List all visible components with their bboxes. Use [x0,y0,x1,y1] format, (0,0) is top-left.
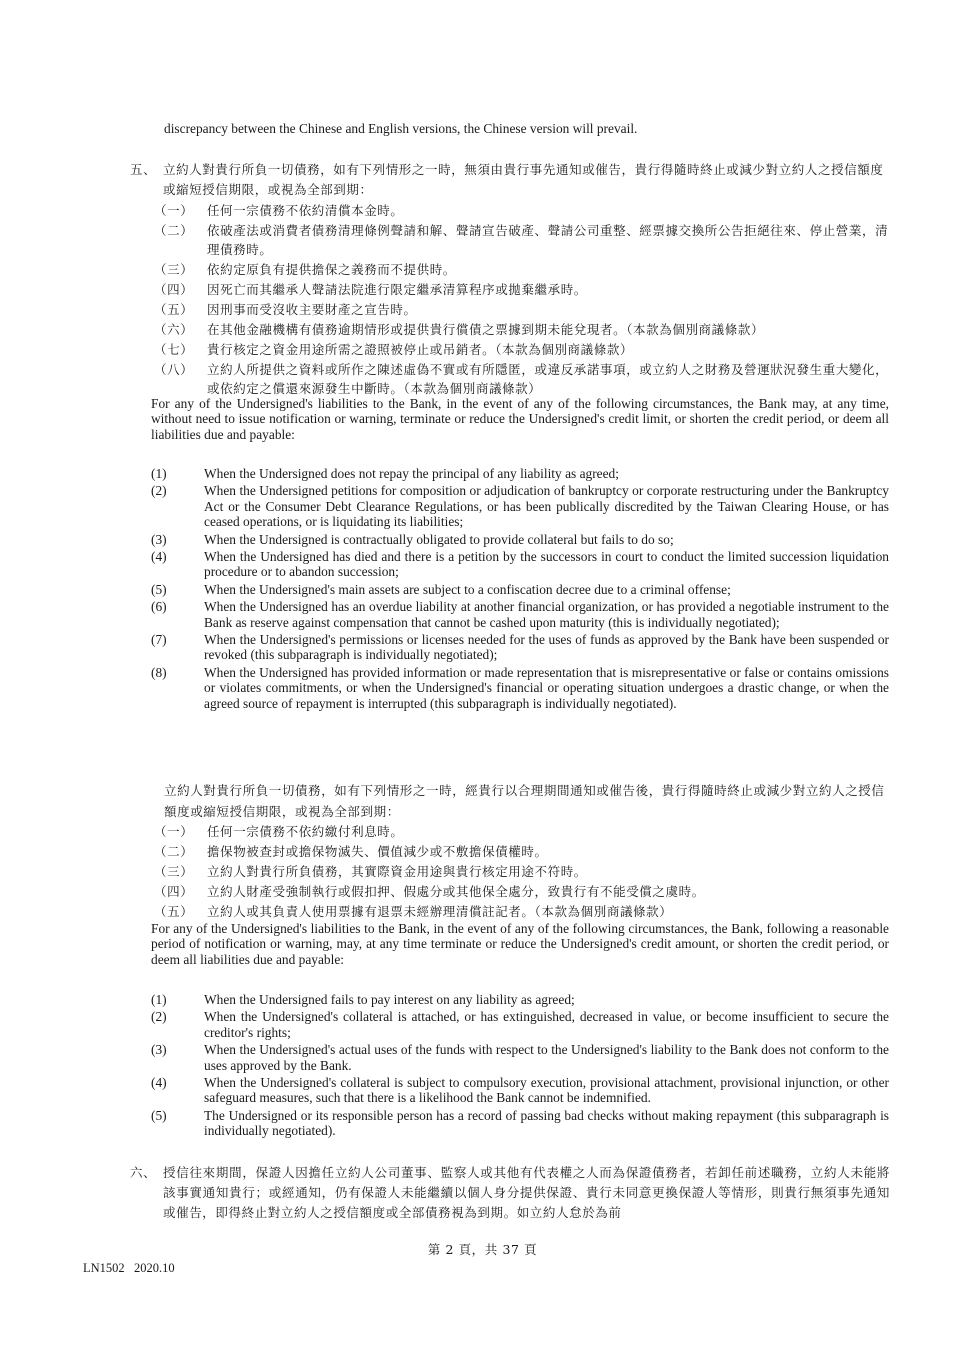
section-6-number: 六、 [130,1165,157,1180]
section-6 [130,1163,890,1223]
list-item: (7) When the Undersigned's permissions or licenses needed for the uses of funds as approved by the Bank have been suspended or revoked (this subparagraph is individually negotiated); [151,632,889,663]
section-5-list1-cn [154,201,894,399]
list-item: （二） 擔保物被查封或擔保物滅失、價值減少或不敷擔保債權時。 [154,844,548,859]
section-5-list1-en [151,466,889,713]
list-item: (5) The Undersigned or its responsible person has a record of passing bad checks without making repayment (this subparagraph is individually negotiated). [151,1107,889,1139]
list-item: (1) When the Undersigned fails to pay interest on any liability as agreed; [151,992,575,1007]
list-item: (5) When the Undersigned's main assets are subject to a confiscation decree due to a criminal offense; [151,581,731,597]
section-5-intro-text: 立約人對貴行所負一切債務，如有下列情形之一時，無須由貴行事先通知或催告，貴行得隨時終止或減少對立約人之授信額度或縮短授信期限，或視為全部到期： [163,162,884,197]
list-item: （二） 依破產法或消費者債務清理條例聲請和解、聲請宣告破產、聲請公司重整、經票據交換所公告拒絕往來、停止營業，清理債務時。 [154,223,889,257]
section-5-intro2-en: For any of the Undersigned's liabilities to the Bank, in the event of any of the following circumstances, the Bank, following a reasonable period of notification or warning, may, at any time terminate or reduce the Undersigned's credit amount, or shorten the credit period, or deem all liabilities due and payable: [151,921,889,967]
section-6-text: 授信往來期間，保證人因擔任立約人公司董事、監察人或其他有代表權之人而為保證債務者，若卸任前述職務，立約人未能將該事實通知貴行；或經通知，仍有保證人未能繼續以個人身分提供保證、貴行未同意更換保證人等情形，則貴行無須事先通知或催告，即得終止對立約人之授信額度或全部債務視為到期。如立約人怠於為前 [163,1165,890,1220]
list-item: (4) When the Undersigned has died and there is a petition by the successors in court to conduct the limited succession liquidation procedure or to abandon succession; [151,549,889,580]
list-item: (8) When the Undersigned has provided information or made representation that is misrepresentative or false or contains omissions or violates commitments, or when the Undersigned's financial or operating situation undergoes a drastic change, or when the agreed source of repayment is interrupted (this subparagraph is individually negotiated). [151,664,889,711]
list-item: (4) When the Undersigned's collateral is subject to compulsory execution, provisional attachment, provisional injunction, or other safeguard measures, such that there is a likelihood the Bank cannot be indemnified. [151,1075,889,1106]
section-5-list2-cn [154,822,894,922]
section-5-number: 五、 [130,162,157,177]
list-item: （三） 立約人對貴行所負債務，其實際資金用途與貴行核定用途不符時。 [154,864,587,879]
list-item: （五） 因刑事而受沒收主要財產之宣告時。 [154,302,417,317]
list-item: (6) When the Undersigned has an overdue liability at another financial organization, or has provided a negotiable instrument to the Bank as reserve against compensation that cannot be cashed upon maturity (this is individually negotiated); [151,599,889,630]
list-item: （四） 因死亡而其繼承人聲請法院進行限定繼承清算程序或拋棄繼承時。 [154,282,587,297]
carryover-sentence: discrepancy between the Chinese and English versions, the Chinese version will prevail. [164,121,638,136]
section-5-intro-cn [130,160,890,200]
list-item: (3) When the Undersigned is contractually obligated to provide collateral but fails to do so; [151,531,674,547]
list-item: （四） 立約人財產受強制執行或假扣押、假處分或其他保全處分，致貴行有不能受償之虞時。 [154,884,705,899]
list-item: (2) When the Undersigned's collateral is attached, or has extinguished, decreased in value, or become insufficient to secure the creditor's rights; [151,1009,889,1040]
list-item: (2) When the Undersigned petitions for composition or adjudication of bankruptcy or corporate restructuring under the Bankruptcy Act or the Consumer Debt Clearance Regulations, or has been publically discredited by the Taiwan Clearing House, or has ceased operations, or is liquidating its liabilities; [151,483,889,530]
page-number: 第 2 頁，共 37 頁 [427,1242,538,1257]
list-item: （一） 任何一宗債務不依約繳付利息時。 [154,824,404,839]
list-item: (3) When the Undersigned's actual uses of the funds with respect to the Undersigned's liability to the Bank does not conform to the uses approved by the Bank. [151,1042,889,1073]
list-item: （五） 立約人或其負責人使用票據有退票未經辦理清償註記者。（本款為個別商議條款） [154,904,673,919]
list-item: （八） 立約人所提供之資料或所作之陳述虛偽不實或有所隱匿，或違反承諾事項，或立約人之財務及營運狀況發生重大變化，或依約定之償還來源發生中斷時。（本款為個別商議條款） [154,362,889,396]
section-5-intro2-cn: 立約人對貴行所負一切債務，如有下列情形之一時，經貴行以合理期間通知或催告後，貴行得隨時終止或減少對立約人之授信額度或縮短授信期限，或視為全部到期： [164,783,885,819]
list-item: （七） 貴行核定之資金用途所需之證照被停止或吊銷者。（本款為個別商議條款） [154,342,634,357]
list-item: (1) When the Undersigned does not repay the principal of any liability as agreed; [151,466,619,481]
list-item: （六） 在其他金融機構有債務逾期情形或提供貴行償債之票據到期未能兌現者。（本款為個別商議條款） [154,322,765,337]
section-5-list2-en [151,992,889,1141]
list-item: （三） 依約定原負有提供擔保之義務而不提供時。 [154,262,456,277]
form-code: LN1502 2020.10 [83,1261,175,1275]
list-item: （一） 任何一宗債務不依約清償本金時。 [154,203,404,218]
section-5-intro-en: For any of the Undersigned's liabilities to the Bank, in the event of any of the following circumstances, the Bank may, at any time, without need to issue notification or warning, terminate or reduce the Undersigned's credit limit, or shorten the credit period, or deem all liabilities due and payable: [151,396,889,442]
